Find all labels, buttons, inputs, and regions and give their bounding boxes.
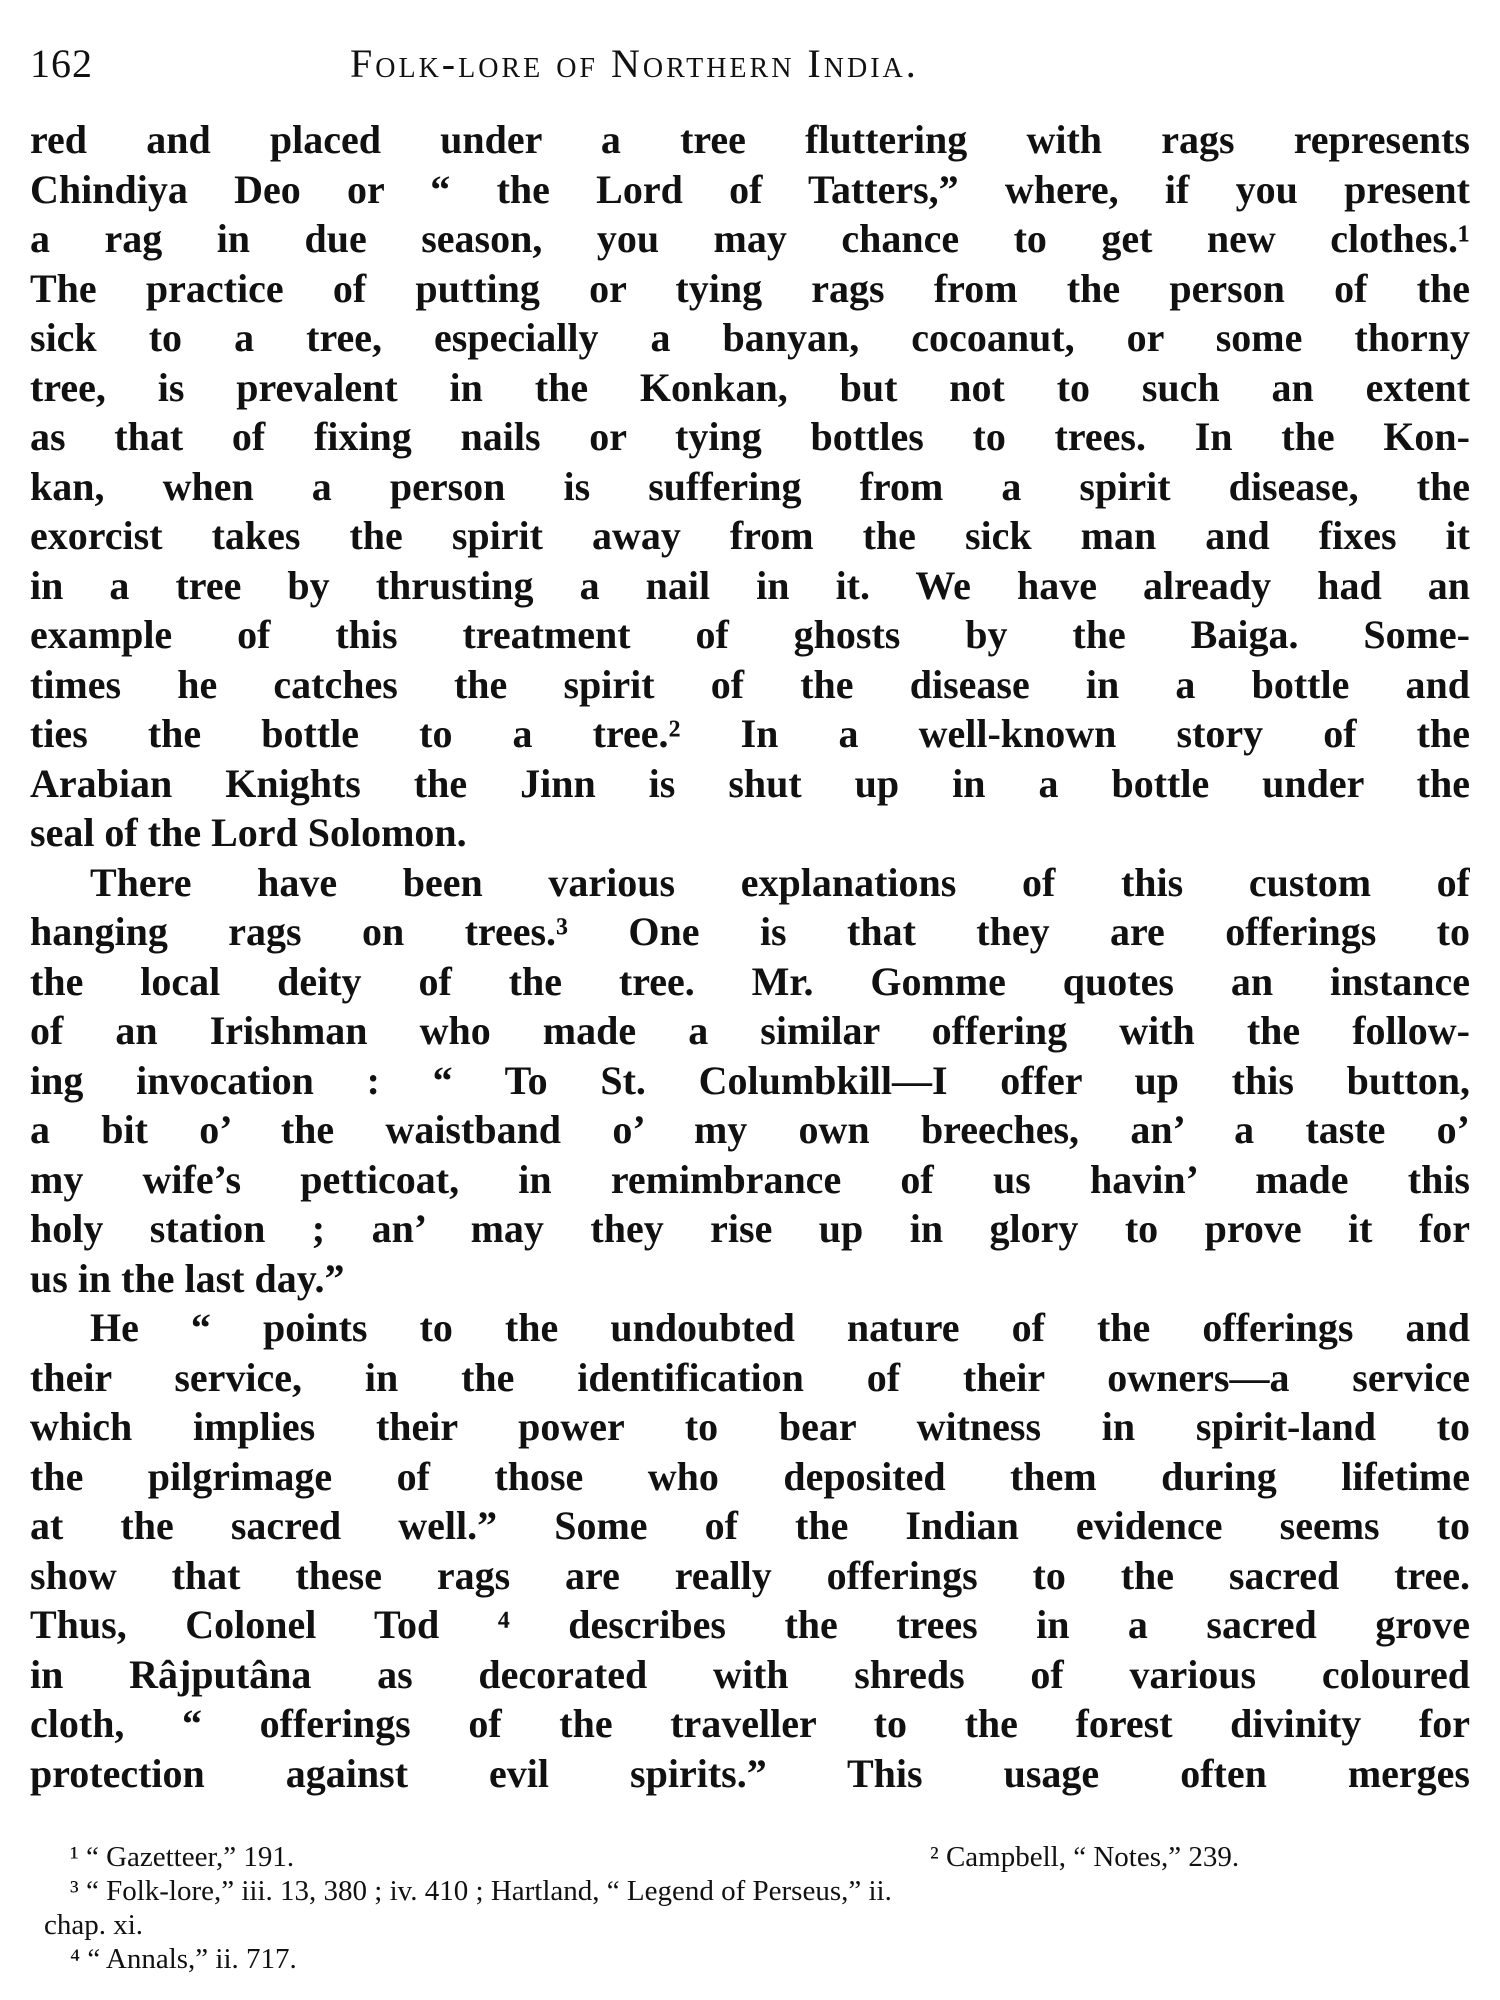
body-text <box>30 115 1470 1798</box>
text-line: in a tree by thrusting a nail in it. We have already had an <box>30 562 1470 608</box>
text-line: protection against evil spirits.” This usage often merges <box>30 1750 1470 1796</box>
text-line: my wife’s petticoat, in remimbrance of us havin’ made this <box>30 1156 1470 1202</box>
text-line: at the sacred well.” Some of the Indian evidence seems to <box>30 1503 1470 1548</box>
footnote-3: ³ “ Folk-lore,” iii. 13, 380 ; iv. 410 ; Hartland, “ Legend of Perseus,” ii. <box>70 1875 892 1907</box>
text-line: in Râjputâna as decorated with shreds of various coloured <box>30 1651 1470 1697</box>
text-line: us in the last day.” <box>30 1255 345 1301</box>
text-line: ties the bottle to a tree.² In a well-known story of the <box>30 711 1470 756</box>
text-line: hanging rags on trees.³ One is that they are offerings to <box>30 909 1470 954</box>
footnote-4: ⁴ “ Annals,” ii. 717. <box>70 1943 297 1975</box>
footnotes <box>44 1840 1450 1976</box>
text-line: a bit o’ the waistband o’ my own breeches, an’ a taste o’ <box>30 1107 1470 1152</box>
text-line: Chindiya Deo or “ the Lord of Tatters,” where, if you present <box>30 166 1470 212</box>
footnote-row <box>50 1840 1450 1874</box>
page-number: 162 <box>30 41 93 86</box>
text-line: a rag in due season, you may chance to get new clothes.¹ <box>30 216 1470 261</box>
footnote-3-continuation: chap. xi. <box>44 1909 144 1941</box>
text-line: sick to a tree, especially a banyan, cocoanut, or some thorny <box>30 315 1470 360</box>
text-line: Arabian Knights the Jinn is shut up in a bottle under the <box>30 760 1470 806</box>
text-line: times he catches the spirit of the disease in a bottle and <box>30 661 1470 707</box>
text-line: example of this treatment of ghosts by the Baiga. Some- <box>30 612 1470 657</box>
text-line: holy station ; an’ may they rise up in glory to prove it for <box>30 1206 1470 1251</box>
text-line: as that of fixing nails or tying bottles to trees. In the Kon- <box>30 414 1470 459</box>
text-line: ing invocation : “ To St. Columbkill—I offer up this button, <box>30 1057 1470 1103</box>
text-line: their service, in the identification of their owners—a service <box>30 1354 1470 1400</box>
paragraph-start-line: He “ points to the undoubted nature of the offerings and <box>90 1305 1470 1350</box>
footnote-2: ² Campbell, “ Notes,” 239. <box>930 1841 1240 1873</box>
text-line: exorcist takes the spirit away from the sick man and fixes it <box>30 513 1470 558</box>
running-title: Folk-lore of Northern India. <box>350 41 919 86</box>
text-line: red and placed under a tree fluttering with rags represents <box>30 117 1470 162</box>
text-line: the pilgrimage of those who deposited them during lifetime <box>30 1453 1470 1499</box>
text-line: The practice of putting or tying rags from the person of the <box>30 265 1470 311</box>
text-line: Thus, Colonel Tod ⁴ describes the trees in a sacred grove <box>30 1602 1470 1647</box>
text-line: the local deity of the tree. Mr. Gomme quotes an instance <box>30 958 1470 1004</box>
text-line: kan, when a person is suffering from a spirit disease, the <box>30 463 1470 509</box>
text-line: cloth, “ offerings of the traveller to the forest divinity for <box>30 1701 1470 1746</box>
text-line: seal of the Lord Solomon. <box>30 810 467 855</box>
text-line: tree, is prevalent in the Konkan, but not to such an extent <box>30 364 1470 410</box>
text-line: of an Irishman who made a similar offering with the follow- <box>30 1008 1470 1053</box>
footnote-1: ¹ “ Gazetteer,” 191. <box>70 1841 295 1873</box>
text-line: show that these rags are really offerings to the sacred tree. <box>30 1552 1470 1598</box>
text-line: which implies their power to bear witness in spirit-land to <box>30 1404 1470 1449</box>
paragraph-start-line: There have been various explanations of this custom of <box>90 859 1470 905</box>
page-header <box>30 40 1470 100</box>
